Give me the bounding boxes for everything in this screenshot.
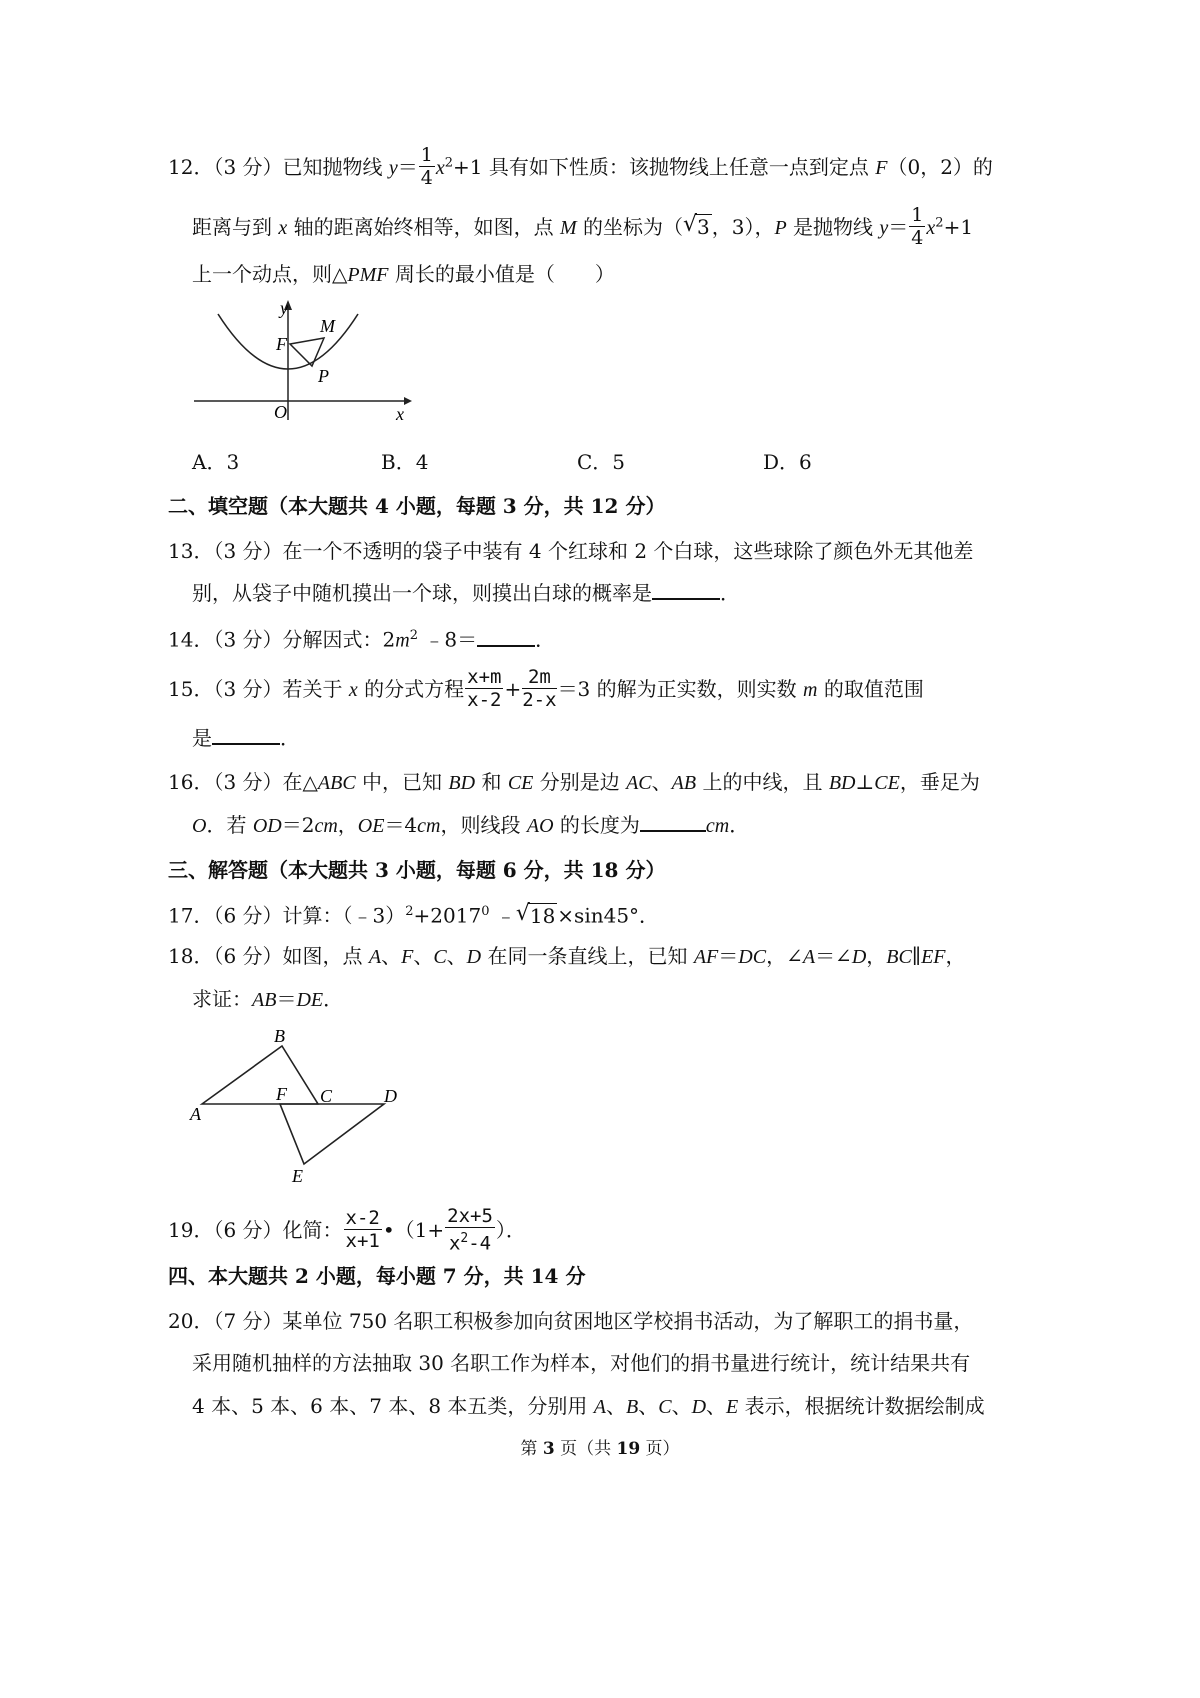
q20-line2: 采用随机抽样的方法抽取 30 名职工作为样本，对他们的捐书量进行统计，统计结果共有 — [192, 1351, 971, 1375]
q17-line: 17．（6 分）计算：$(﹣3)^2+2017^0$ ﹣ √ 18 ×sin45°． — [168, 900, 660, 928]
q20-line3: 4 本、5 本、6 本、7 本、8 本五类，分别用 A、B、C、D、E 表示，根据统计数据绘制成 — [192, 1394, 985, 1418]
fraction: $\frac{2x+5}{x^2-4}$ — [447, 1205, 493, 1255]
triangle-abc — [202, 1046, 318, 1104]
option-c: C．5 — [577, 450, 626, 474]
fraction: $\frac{2m}{2-x}$ — [522, 666, 557, 711]
answer-blank — [652, 580, 720, 600]
label-f: F — [276, 1084, 287, 1104]
fraction: $\frac{x+m}{x-2}$ — [467, 666, 502, 711]
q16-line1: 16．（3 分）在△ABC 中，已知 BD 和 CE 分别是边 AC、AB 上的中线，且 BD⊥CE，垂足为 — [168, 770, 980, 794]
q14-line: 14．（3 分）分解因式：$2m^2$ ﹣8＝ ． — [168, 627, 556, 652]
triangle-pmf — [290, 338, 324, 366]
label-y: y — [280, 298, 288, 318]
label-f: F — [276, 334, 287, 354]
label-a: A — [190, 1104, 201, 1124]
sqrt: √ 3 — [683, 212, 710, 239]
section-4-heading: 四、本大题共 2 小题，每小题 7 分，共 14 分 — [168, 1264, 586, 1288]
q16-line2: O．若 OD＝2cm，OE＝4cm，则线段 AO 的长度为 cm． — [192, 813, 750, 837]
q13-line1: 13．（3 分）在一个不透明的袋子中装有 4 个红球和 2 个白球，这些球除了颜色外无其他差 — [168, 539, 974, 563]
option-d: D．6 — [763, 450, 812, 474]
q18-line2: 求证：AB＝DE． — [192, 987, 344, 1011]
triangle-figure — [188, 1022, 408, 1186]
q15-line1: 15．（3 分）若关于 x 的分式方程 $\frac{x+m}{x-2}$ + $\frac{2m}{2-x}$ ＝3 的解为正实数，则实数 m 的取值范围 — [168, 666, 924, 711]
q19-line: 19．（6 分）化简： $\frac{x-2}{x+1}$ •（1+ $\frac{2x+5}{x^2-4}$ ）． — [168, 1205, 526, 1255]
label-o: O — [274, 402, 287, 422]
q15-line2: 是 ． — [192, 726, 300, 750]
answer-blank — [477, 627, 535, 647]
answer-blank — [212, 725, 280, 745]
option-a: A．3 — [192, 450, 240, 474]
fraction: $\frac{1}{4}$ — [420, 144, 433, 189]
fraction: $\frac{x-2}{x+1}$ — [345, 1207, 380, 1253]
q12-line3: 上一个动点，则△PMF 周长的最小值是（ ） — [192, 262, 615, 286]
q12-line1: 12．（3 分）已知抛物线 y＝ $\frac{1}{4}$ $x^2+1$ 具有如下性质：该抛物线上任意一点到定点 F（0，2）的 — [168, 144, 993, 189]
q20-line1: 20．（7 分）某单位 750 名职工积极参加向贫困地区学校捐书活动，为了解职工的捐书量， — [168, 1309, 974, 1333]
option-b: B．4 — [381, 450, 429, 474]
page-footer: 第 3 页（共 19 页） — [520, 1439, 680, 1459]
fraction: $\frac{1}{4}$ — [911, 204, 924, 249]
label-b: B — [274, 1026, 285, 1046]
label-x: x — [396, 404, 404, 424]
x-axis-arrow — [404, 397, 412, 405]
answer-blank — [640, 812, 706, 832]
parabola-figure — [190, 296, 420, 426]
label-c: C — [320, 1086, 333, 1106]
label-m: M — [320, 316, 335, 336]
q13-line2: 别，从袋子中随机摸出一个球，则摸出白球的概率是 ． — [192, 581, 740, 605]
q12-line2: 距离与到 x 轴的距离始终相等，如图，点 M 的坐标为（ √ 3 ，3），P 是抛物线 y＝ $\frac{1}{4}$ $x^2+1$ — [192, 204, 974, 249]
section-2-heading: 二、填空题（本大题共 4 小题，每题 3 分，共 12 分） — [168, 494, 666, 518]
sqrt: √ 18 — [515, 900, 556, 928]
triangle-def — [280, 1104, 384, 1164]
label-d: D — [384, 1086, 397, 1106]
section-3-heading: 三、解答题（本大题共 3 小题，每题 6 分，共 18 分） — [168, 858, 666, 882]
label-e: E — [292, 1166, 303, 1186]
q18-line1: 18．（6 分）如图，点 A、F、C、D 在同一条直线上，已知 AF＝DC，∠A＝∠D，BC∥EF， — [168, 944, 966, 968]
label-p: P — [318, 366, 329, 386]
